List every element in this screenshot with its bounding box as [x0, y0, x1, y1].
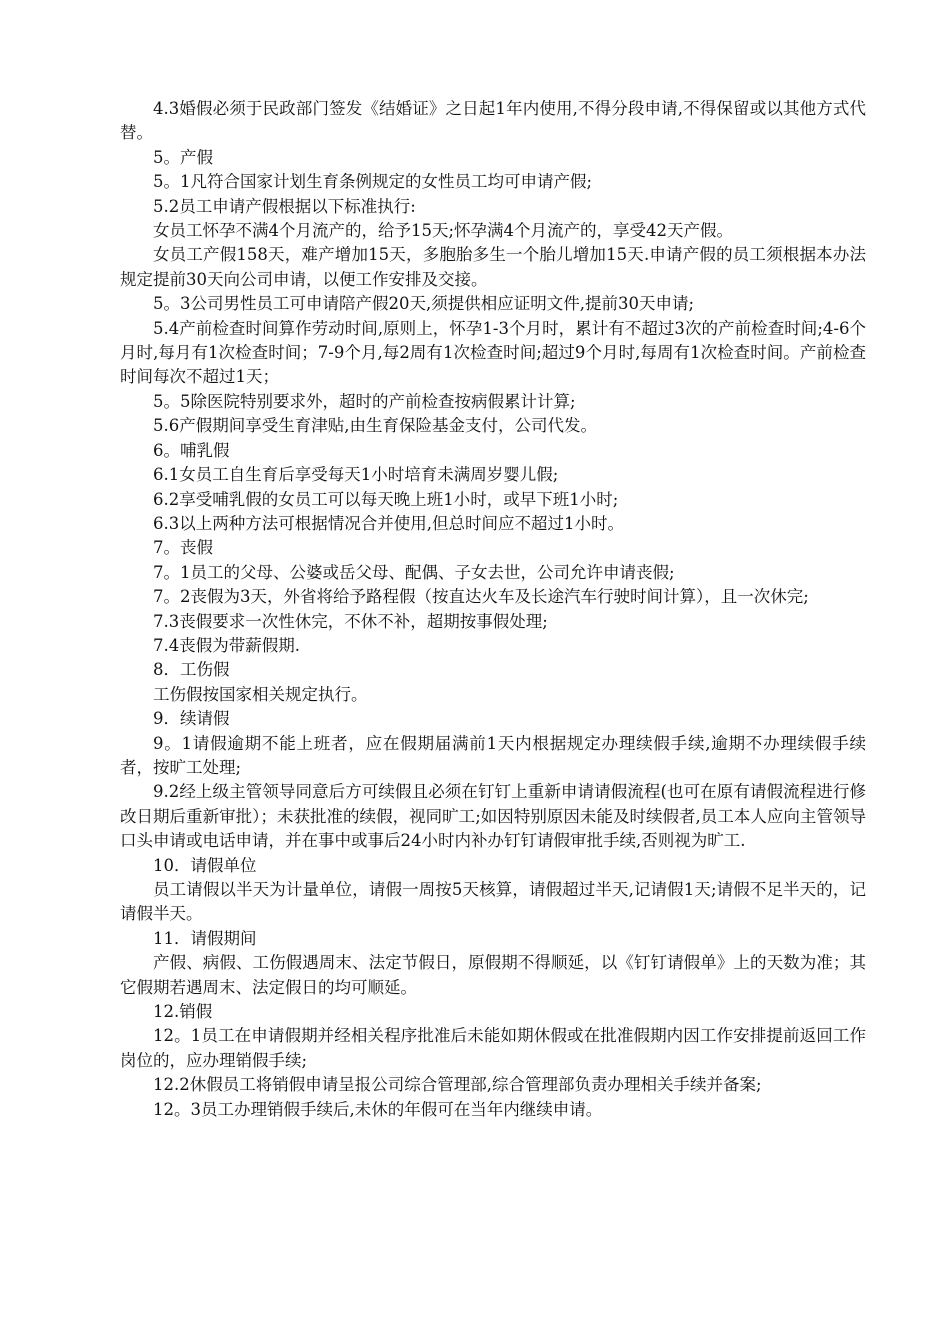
- para-6-1: 6.1女员工自生育后享受每天1小时培育未满周岁婴儿假;: [153, 465, 559, 485]
- para-6-2: 6.2享受哺乳假的女员工可以每天晚上班1小时，或早下班1小时;: [153, 489, 619, 509]
- para-12-1: 12。1员工在申请假期并经相关程序批准后未能如期休假或在批准假期内因工作安排提前返回工作岗位的，应办理销假手续;: [120, 1026, 866, 1070]
- para-9-2: 9.2经上级主管领导同意后方可续假且必须在钉钉上重新申请请假流程(也可在原有请假流程进行修改日期后重新审批）；未获批准的续假，视同旷工;如因特别原因未能及时续假者,员工本人应向主管领导口头申请或电话申请，并在事中或事后24小时内补办钉钉请假审批手续,否则视为旷工.: [120, 782, 866, 851]
- para-injury-leave: 工伤假按国家相关规定执行。: [153, 684, 368, 704]
- para-12-2: 12.2休假员工将销假申请呈报公司综合管理部,综合管理部负责办理相关手续并备案;: [153, 1075, 762, 1095]
- heading-cancel-leave: 12.销假: [153, 1002, 213, 1022]
- para-5-1: 5。1凡符合国家计划生育条例规定的女性员工均可申请产假;: [153, 172, 593, 192]
- para-7-2: 7。2丧假为3天，外省将给予路程假（按直达火车及长途汽车行驶时间计算），且一次休完;: [153, 587, 809, 607]
- para-7-1: 7。1员工的父母、公婆或岳父母、配偶、子女去世，公司允许申请丧假;: [153, 562, 675, 582]
- heading-leave-unit: 10．请假单位: [153, 855, 257, 875]
- heading-leave-extension: 9．续请假: [153, 709, 230, 729]
- para-9-1: 9。1请假逾期不能上班者，应在假期届满前1天内根据规定办理续假手续,逾期不办理续假手续者，按旷工处理;: [120, 733, 866, 777]
- para-miscarriage-leave: 女员工怀孕不满4个月流产的，给予15天;怀孕满4个月流产的，享受42天产假。: [153, 221, 734, 241]
- para-5-6: 5.6产假期间享受生育津贴,由生育保险基金支付，公司代发。: [153, 416, 597, 436]
- para-5-3: 5。3公司男性员工可申请陪产假20天,须提供相应证明文件,提前30天申请;: [153, 294, 695, 314]
- para-5-4: 5.4产前检查时间算作劳动时间,原则上，怀孕1-3个月时，累计有不超过3次的产前检查时间;4-6个月时,每月有1次检查时间；7-9个月,每2周有1次检查时间;超过9个月时,每周有1次检查时间。产前检查时间每次不超过1天；: [120, 318, 866, 387]
- heading-leave-period: 11．请假期间: [153, 928, 257, 948]
- para-12-3: 12。3员工办理销假手续后,未休的年假可在当年内继续申请。: [153, 1099, 603, 1119]
- para-7-3: 7.3丧假要求一次性休完，不休不补，超期按事假处理;: [153, 611, 548, 631]
- para-5-2: 5.2员工申请产假根据以下标准执行:: [153, 196, 416, 216]
- para-leave-period: 产假、病假、工伤假遇周末、法定节假日，原假期不得顺延，以《钉钉请假单》上的天数为准；其它假期若遇周末、法定假日的均可顺延。: [120, 953, 866, 997]
- para-7-4: 7.4丧假为带薪假期.: [153, 635, 300, 655]
- para-4-3-marriage-leave: 4.3婚假必须于民政部门签发《结婚证》之日起1年内使用,不得分段申请,不得保留或以其他方式代替。: [120, 99, 866, 143]
- heading-nursing-leave: 6。哺乳假: [153, 440, 230, 460]
- para-6-3: 6.3以上两种方法可根据情况合并使用,但总时间应不超过1小时。: [153, 513, 624, 533]
- para-5-5: 5。5除医院特别要求外，超时的产前检查按病假累计计算;: [153, 391, 576, 411]
- heading-injury-leave: 8．工伤假: [153, 660, 230, 680]
- para-leave-unit: 员工请假以半天为计量单位，请假一周按5天核算，请假超过半天,记请假1天;请假不足半天的，记请假半天。: [120, 880, 866, 924]
- para-maternity-days: 女员工产假158天，难产增加15天，多胞胎多生一个胎儿增加15天.申请产假的员工须根据本办法规定提前30天向公司申请，以便工作安排及交接。: [120, 245, 866, 289]
- heading-maternity-leave: 5。产假: [153, 147, 213, 167]
- heading-bereavement-leave: 7。丧假: [153, 538, 213, 558]
